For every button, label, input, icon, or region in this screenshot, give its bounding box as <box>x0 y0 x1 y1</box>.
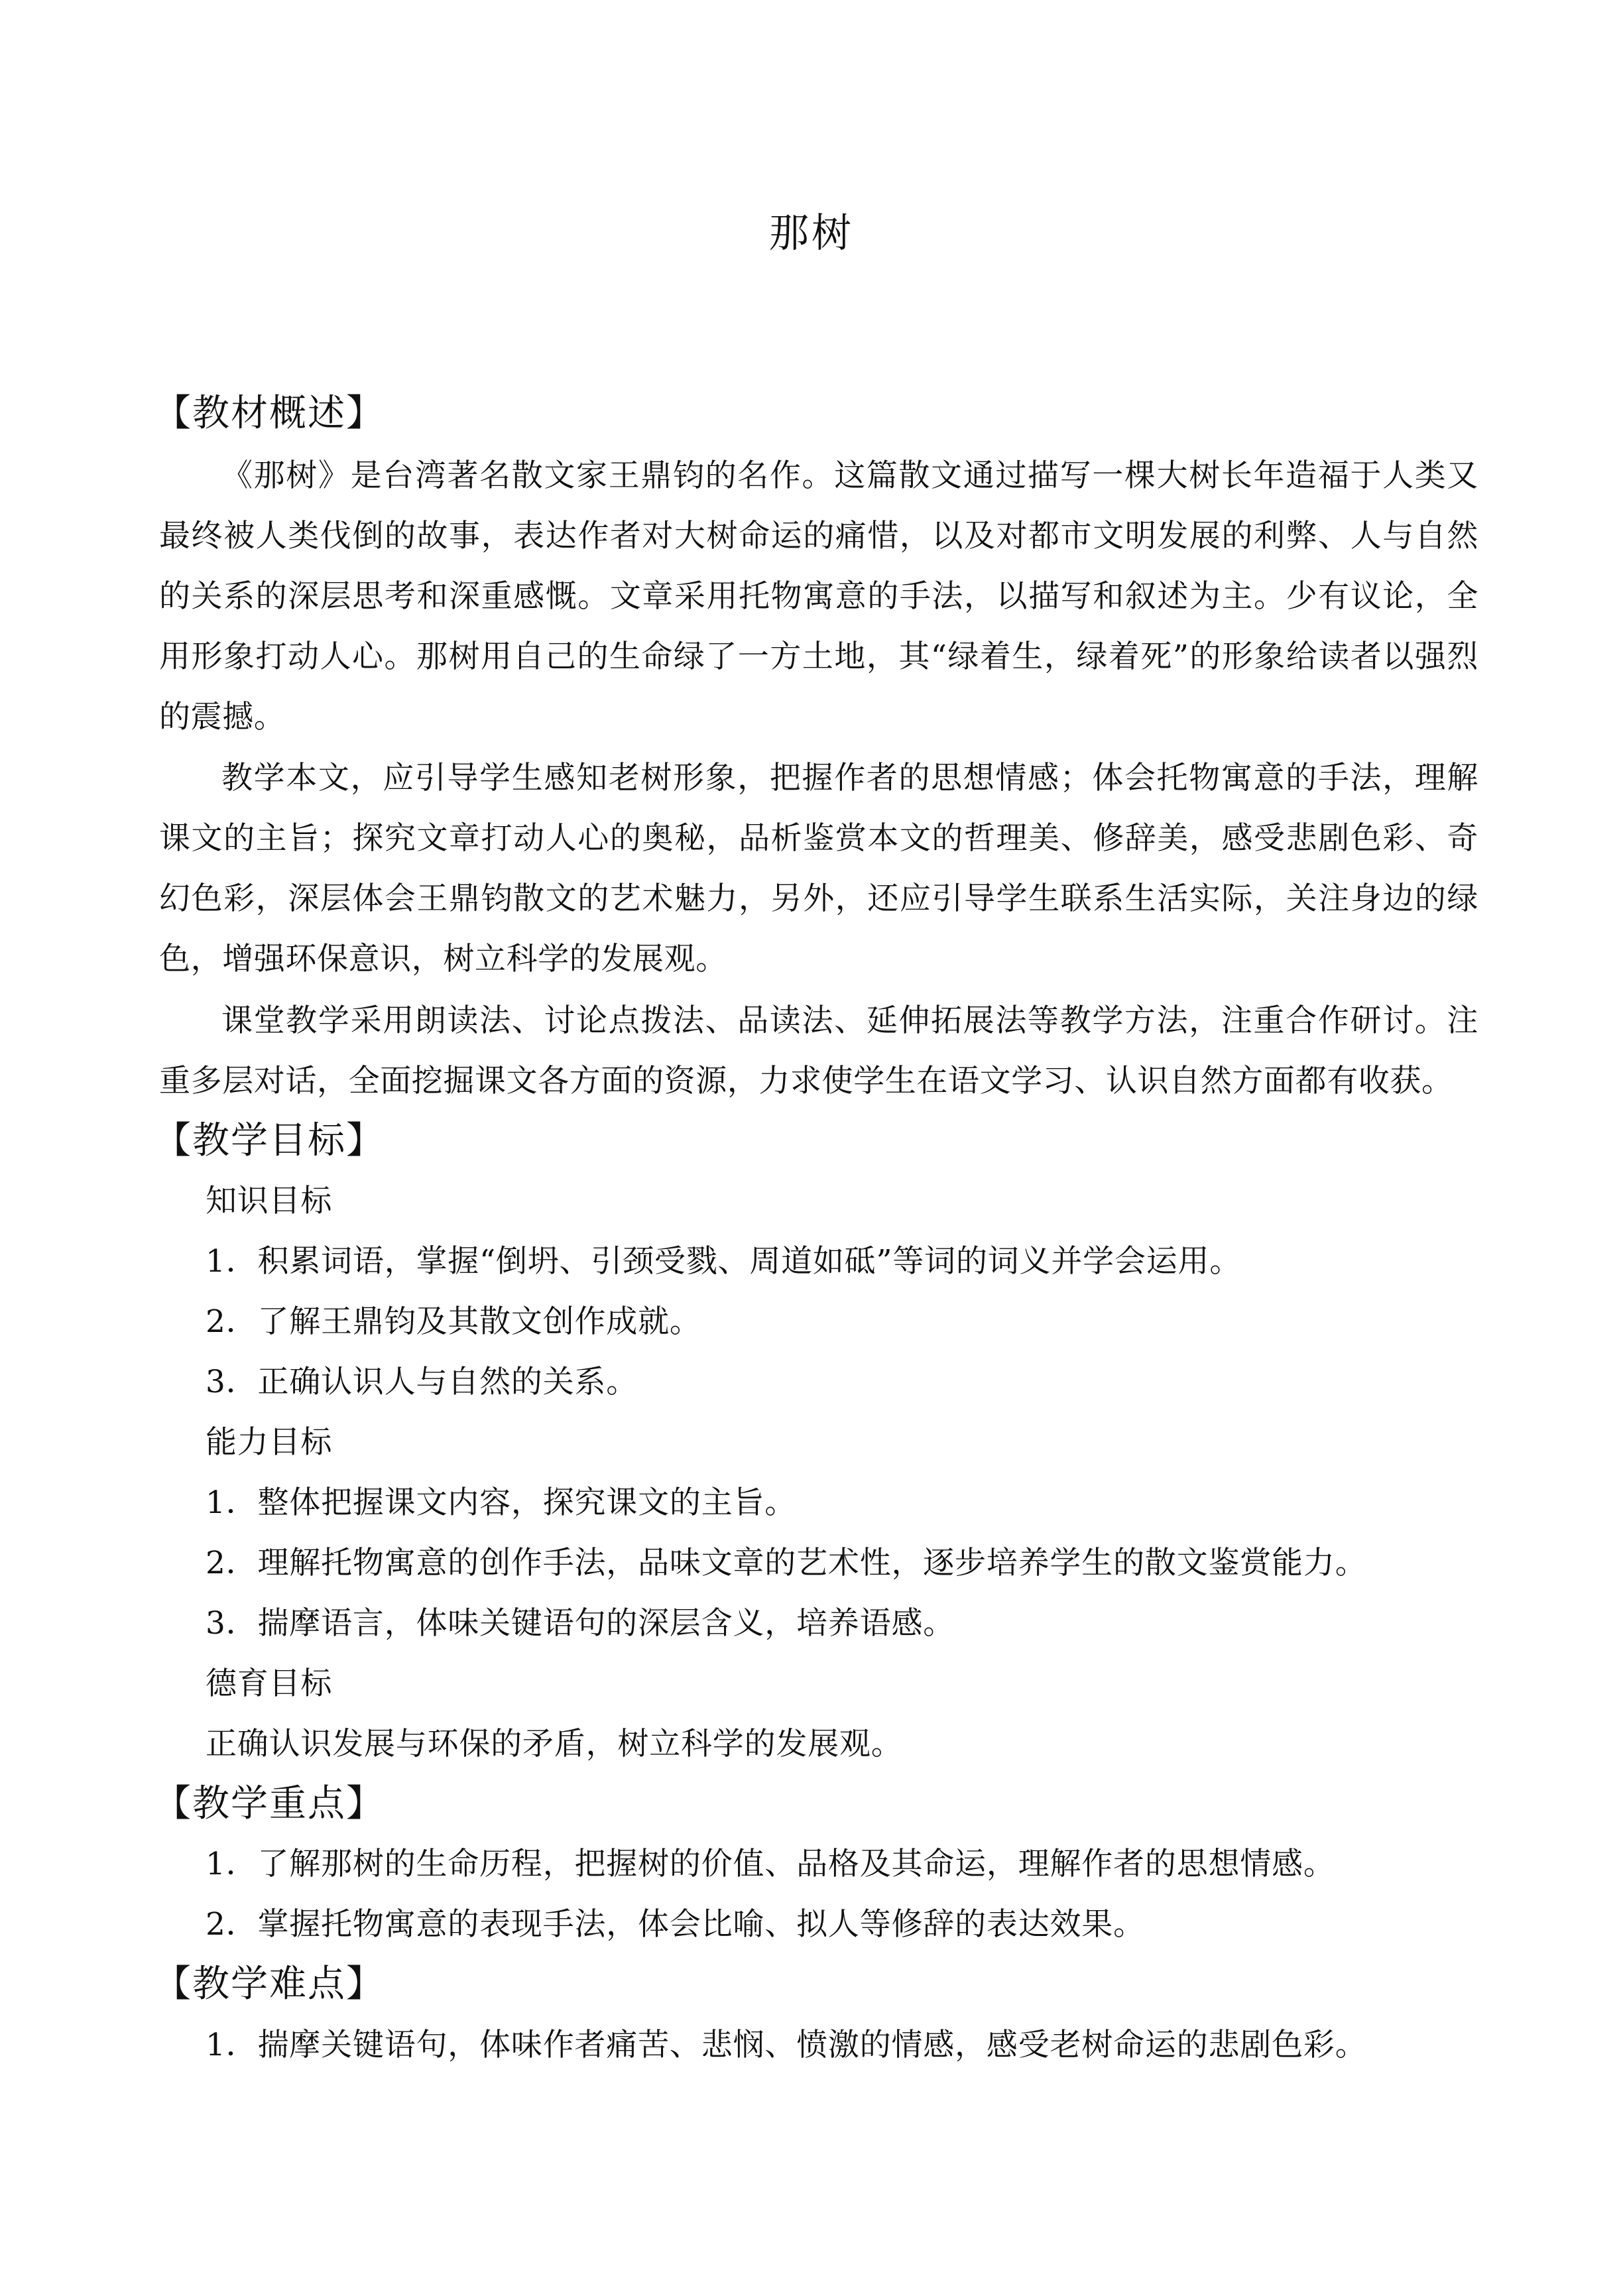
list-item: 1．揣摩关键语句，体味作者痛苦、悲悯、愤激的情感，感受老树命运的悲剧色彩。 <box>206 2027 1367 2063</box>
list-item: 3．正确认识人与自然的关系。 <box>206 1364 638 1400</box>
moral-goals-label: 德育目标 <box>206 1665 333 1702</box>
list-item: 正确认识发展与环保的矛盾，树立科学的发展观。 <box>206 1726 903 1762</box>
section-heading-key-points: 【教学重点】 <box>154 1782 385 1825</box>
overview-paragraph-1: 《那树》是台湾著名散文家王鼎钧的名作。这篇散文通过描写一棵大树长年造福于人类又最终被人类伐倒的故事，表达作者对大树命运的痛惜，以及对都市文明发展的利弊、人与自然的关系的深层思考和深重感慨。文章采用托物寓意的手法，以描写和叙述为主。少有议论，全用形象打动人心。那树用自己的生命绿了一方土地，其“绿着生，绿着死”的形象给读者以强烈的震撼。 <box>159 457 1478 735</box>
section-heading-goals: 【教学目标】 <box>154 1119 385 1162</box>
list-item: 2．了解王鼎钧及其散文创作成就。 <box>206 1303 701 1340</box>
ability-goals-label: 能力目标 <box>206 1424 333 1461</box>
overview-paragraph-3: 课堂教学采用朗读法、讨论点拨法、品读法、延伸拓展法等教学方法，注重合作研讨。注重多层对话，全面挖掘课文各方面的资源，力求使学生在语文学习、认识自然方面都有收获。 <box>159 1002 1478 1099</box>
list-item: 2．理解托物寓意的创作手法，品味文章的艺术性，逐步培养学生的散文鉴赏能力。 <box>206 1545 1367 1581</box>
list-item: 1．整体把握课文内容，探究课文的主旨。 <box>206 1484 797 1521</box>
list-item: 1．了解那树的生命历程，把握树的价值、品格及其命运，理解作者的思想情感。 <box>206 1846 1335 1882</box>
document-title: 那树 <box>769 210 854 257</box>
section-heading-overview: 【教材概述】 <box>154 392 385 435</box>
overview-paragraph-2: 教学本文，应引导学生感知老树形象，把握作者的思想情感；体会托物寓意的手法，理解课文的主旨；探究文章打动人心的奥秘，品析鉴赏本文的哲理美、修辞美，感受悲剧色彩、奇幻色彩，深层体会王鼎钧散文的艺术魅力，另外，还应引导学生联系生活实际，关注身边的绿色，增强环保意识，树立科学的发展观。 <box>159 760 1478 977</box>
list-item: 3．揣摩语言，体味关键语句的深层含义，培养语感。 <box>206 1605 955 1642</box>
list-item: 1．积累词语，掌握“倒坍、引颈受戮、周道如砥”等词的词义并学会运用。 <box>206 1243 1242 1280</box>
list-item: 2．掌握托物寓意的表现手法，体会比喻、拟人等修辞的表达效果。 <box>206 1906 1145 1943</box>
section-heading-difficulties: 【教学难点】 <box>154 1963 385 2006</box>
knowledge-goals-label: 知识目标 <box>206 1183 333 1219</box>
